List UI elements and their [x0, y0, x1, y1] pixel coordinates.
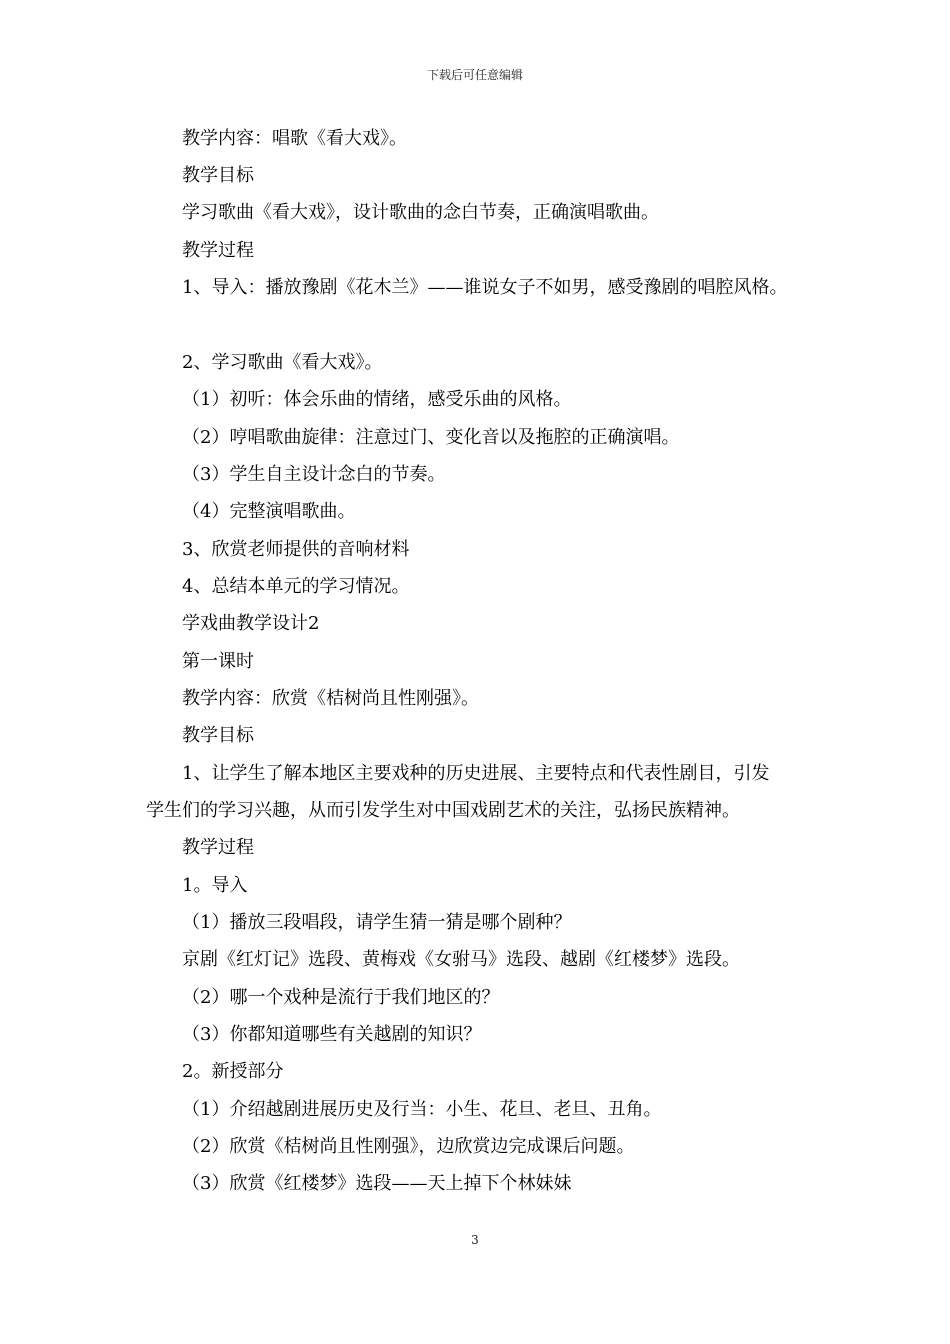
- text-line: 教学过程: [182, 837, 254, 858]
- text-line: 第一课时: [182, 651, 254, 672]
- text-line: （1）介绍越剧进展历史及行当：小生、花旦、老旦、丑角。: [182, 1099, 662, 1120]
- page-header: 下载后可任意编辑: [426, 68, 523, 82]
- text-line: （3）学生自主设计念白的节奏。: [182, 464, 446, 485]
- text-line: 教学内容：欣赏《桔树尚且性刚强》。: [182, 688, 479, 709]
- text-line: 1、导入：播放豫剧《花木兰》——谁说女子不如男，感受豫剧的唱腔风格。: [182, 277, 788, 298]
- text-line: （2）哪一个戏种是流行于我们地区的？: [182, 987, 500, 1008]
- text-line: 教学过程: [182, 240, 254, 261]
- text-line: （4）完整演唱歌曲。: [182, 501, 356, 522]
- text-line: （1）播放三段唱段，请学生猜一猜是哪个剧种？: [182, 912, 572, 933]
- text-line: 京剧《红灯记》选段、黄梅戏《女驸马》选段、越剧《红楼梦》选段。: [182, 949, 740, 970]
- text-line: 2、学习歌曲《看大戏》。: [182, 352, 383, 373]
- text-line: 教学目标: [182, 725, 254, 746]
- text-line: 2。新授部分: [182, 1061, 284, 1082]
- text-line: 1。导入: [182, 875, 248, 896]
- text-line: 学习歌曲《看大戏》，设计歌曲的念白节奏，正确演唱歌曲。: [182, 202, 659, 223]
- text-line: 学生们的学习兴趣，从而引发学生对中国戏剧艺术的关注，弘扬民族精神。: [146, 800, 740, 821]
- text-line: 4、总结本单元的学习情况。: [182, 576, 410, 597]
- text-line: 3、欣赏老师提供的音响材料: [182, 539, 410, 560]
- text-line: 教学内容：唱歌《看大戏》。: [182, 128, 407, 149]
- page-number: 3: [471, 1233, 479, 1247]
- text-line: （2）哼唱歌曲旋律：注意过门、变化音以及拖腔的正确演唱。: [182, 427, 680, 448]
- text-line: 1、让学生了解本地区主要戏种的历史进展、主要特点和代表性剧目，引发: [182, 763, 770, 784]
- text-line: （2）欣赏《桔树尚且性刚强》，边欣赏边完成课后问题。: [182, 1136, 635, 1157]
- text-line: （1）初听：体会乐曲的情绪，感受乐曲的风格。: [182, 389, 572, 410]
- text-line: （3）你都知道哪些有关越剧的知识？: [182, 1024, 482, 1045]
- text-line: 教学目标: [182, 165, 254, 186]
- text-line: （3）欣赏《红楼梦》选段——天上掉下个林妹妹: [182, 1173, 572, 1194]
- section-title: 学戏曲教学设计2: [182, 613, 320, 634]
